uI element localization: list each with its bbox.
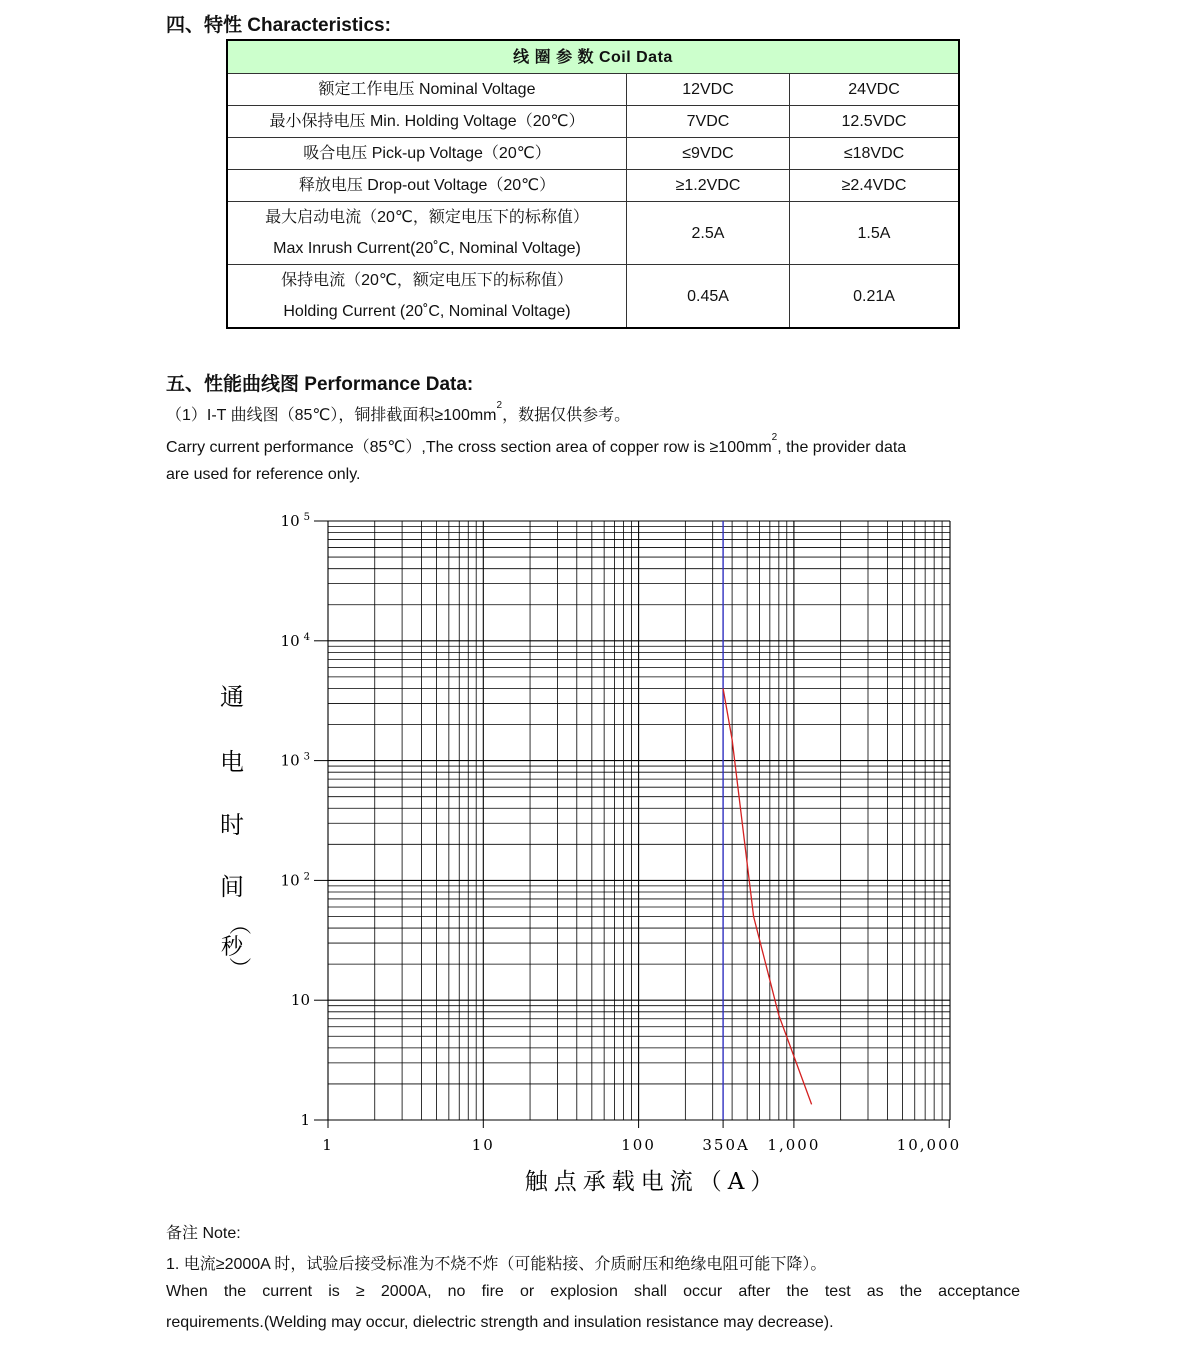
- x-tick-label: 350A: [702, 1136, 750, 1154]
- value-12v: 12VDC: [627, 74, 790, 106]
- y-tick-label: [291, 991, 310, 1009]
- desc-en-tail: , the provider data: [777, 439, 907, 456]
- note-line-2: When the current is ≥ 2000A, no fire or explosion shall occur after the test as the acceptance: [166, 1283, 1020, 1300]
- y-label-char: 间: [220, 873, 244, 901]
- value-12v: 0.45A: [627, 265, 790, 329]
- note-line-1: 1. 电流≥2000A 时，试验后接受标准为不烧不炸（可能粘接、介质耐压和绝缘电阻可能下降）。: [166, 1256, 827, 1273]
- value-12v: ≤9VDC: [627, 138, 790, 170]
- y-tick-base: 10: [280, 512, 300, 530]
- row-label-en: Holding Current (20˚C, Nominal Voltage): [283, 303, 571, 320]
- y-label-char: （: [226, 912, 251, 936]
- table-row: [227, 74, 959, 106]
- y-axis-ticks: [281, 512, 328, 1129]
- row-label-cn: 最大启动电流（20℃，额定电压下的标称值）: [265, 209, 589, 226]
- x-tick-label: 100: [621, 1136, 656, 1154]
- y-tick-label: [281, 512, 310, 530]
- y-tick-base: 10: [280, 871, 300, 890]
- row-label-en: Max Inrush Current(20˚C, Nominal Voltage): [273, 240, 581, 257]
- y-tick-exponent: 5: [303, 512, 310, 523]
- desc-cn-sup: 2: [496, 400, 503, 411]
- table-row: [227, 202, 959, 265]
- section5-title: 五、性能曲线图 Performance Data:: [166, 374, 474, 395]
- value-24v: 24VDC: [790, 74, 960, 106]
- chart-description-en: [166, 434, 906, 457]
- x-tick-label: 10: [471, 1136, 495, 1154]
- desc-en-text: Carry current performance（85℃）,The cross section area of copper row is ≥100mm: [166, 439, 772, 456]
- y-label-char: ）: [226, 956, 251, 980]
- value-12v: 7VDC: [627, 106, 790, 138]
- y-tick-base: 10: [280, 751, 300, 770]
- row-label: 吸合电压 Pick-up Voltage（20℃）: [227, 138, 627, 170]
- y-label-char: 通: [220, 683, 244, 711]
- y-label-char: 时: [220, 811, 244, 839]
- chart-description-en-2: are used for reference only.: [166, 466, 361, 483]
- row-label: 释放电压 Drop-out Voltage（20℃）: [227, 170, 627, 202]
- row-label-cn: 保持电流（20℃，额定电压下的标称值）: [281, 272, 573, 289]
- x-tick-label: 10,000: [896, 1136, 962, 1154]
- y-tick-base: 10: [280, 631, 300, 650]
- value-24v: 0.21A: [790, 265, 960, 329]
- notes-title: 备注 Note:: [166, 1225, 241, 1242]
- value-24v: ≥2.4VDC: [790, 170, 960, 202]
- x-tick-label: 1: [322, 1136, 334, 1154]
- chart-series: [723, 521, 812, 1120]
- y-tick-label: [281, 632, 310, 650]
- table-row: [227, 106, 959, 138]
- chart-grid: [328, 521, 950, 1120]
- value-12v: ≥1.2VDC: [627, 170, 790, 202]
- row-label: 额定工作电压 Nominal Voltage: [227, 74, 627, 106]
- table-row: [227, 138, 959, 170]
- x-tick-label: 1,000: [767, 1136, 821, 1154]
- y-label-char: 电: [220, 748, 244, 776]
- coil-data-table: [226, 39, 960, 329]
- coil-table-header: 线 圈 参 数 Coil Data: [227, 40, 959, 74]
- y-tick-base: 10: [290, 991, 310, 1010]
- y-tick-label: [281, 871, 310, 889]
- y-tick-exponent: 2: [303, 871, 310, 883]
- chart-description-cn: [166, 402, 630, 425]
- desc-en-sup: 2: [771, 432, 778, 443]
- value-24v: 1.5A: [790, 202, 960, 265]
- y-label-char: 秒: [220, 935, 244, 960]
- it-curve-chart: [0, 500, 1200, 1210]
- row-label: [227, 202, 627, 265]
- desc-cn-text: （1）I-T 曲线图（85℃），铜排截面积≥100mm: [166, 407, 497, 424]
- table-row: [227, 170, 959, 202]
- section4-title: 四、特性 Characteristics:: [166, 15, 391, 36]
- table-row: [227, 265, 959, 329]
- it-curve-line: [723, 689, 812, 1105]
- row-label: [227, 265, 627, 329]
- y-tick-label: [281, 752, 310, 770]
- y-tick-label: [300, 1111, 310, 1129]
- value-12v: 2.5A: [627, 202, 790, 265]
- note-line-3: requirements.(Welding may occur, dielectric strength and insulation resistance may decrease).: [166, 1314, 834, 1331]
- y-tick-exponent: 3: [303, 751, 310, 763]
- y-axis-label: [220, 683, 251, 979]
- y-tick-base: 1: [300, 1111, 310, 1129]
- value-24v: 12.5VDC: [790, 106, 960, 138]
- x-axis-label: 触点承载电流（A）: [524, 1169, 780, 1195]
- row-label: 最小保持电压 Min. Holding Voltage（20℃）: [227, 106, 627, 138]
- x-axis-ticks: [322, 1120, 961, 1154]
- y-tick-exponent: 4: [303, 631, 310, 643]
- value-24v: ≤18VDC: [790, 138, 960, 170]
- desc-cn-tail: ，数据仅供参考。: [502, 407, 631, 424]
